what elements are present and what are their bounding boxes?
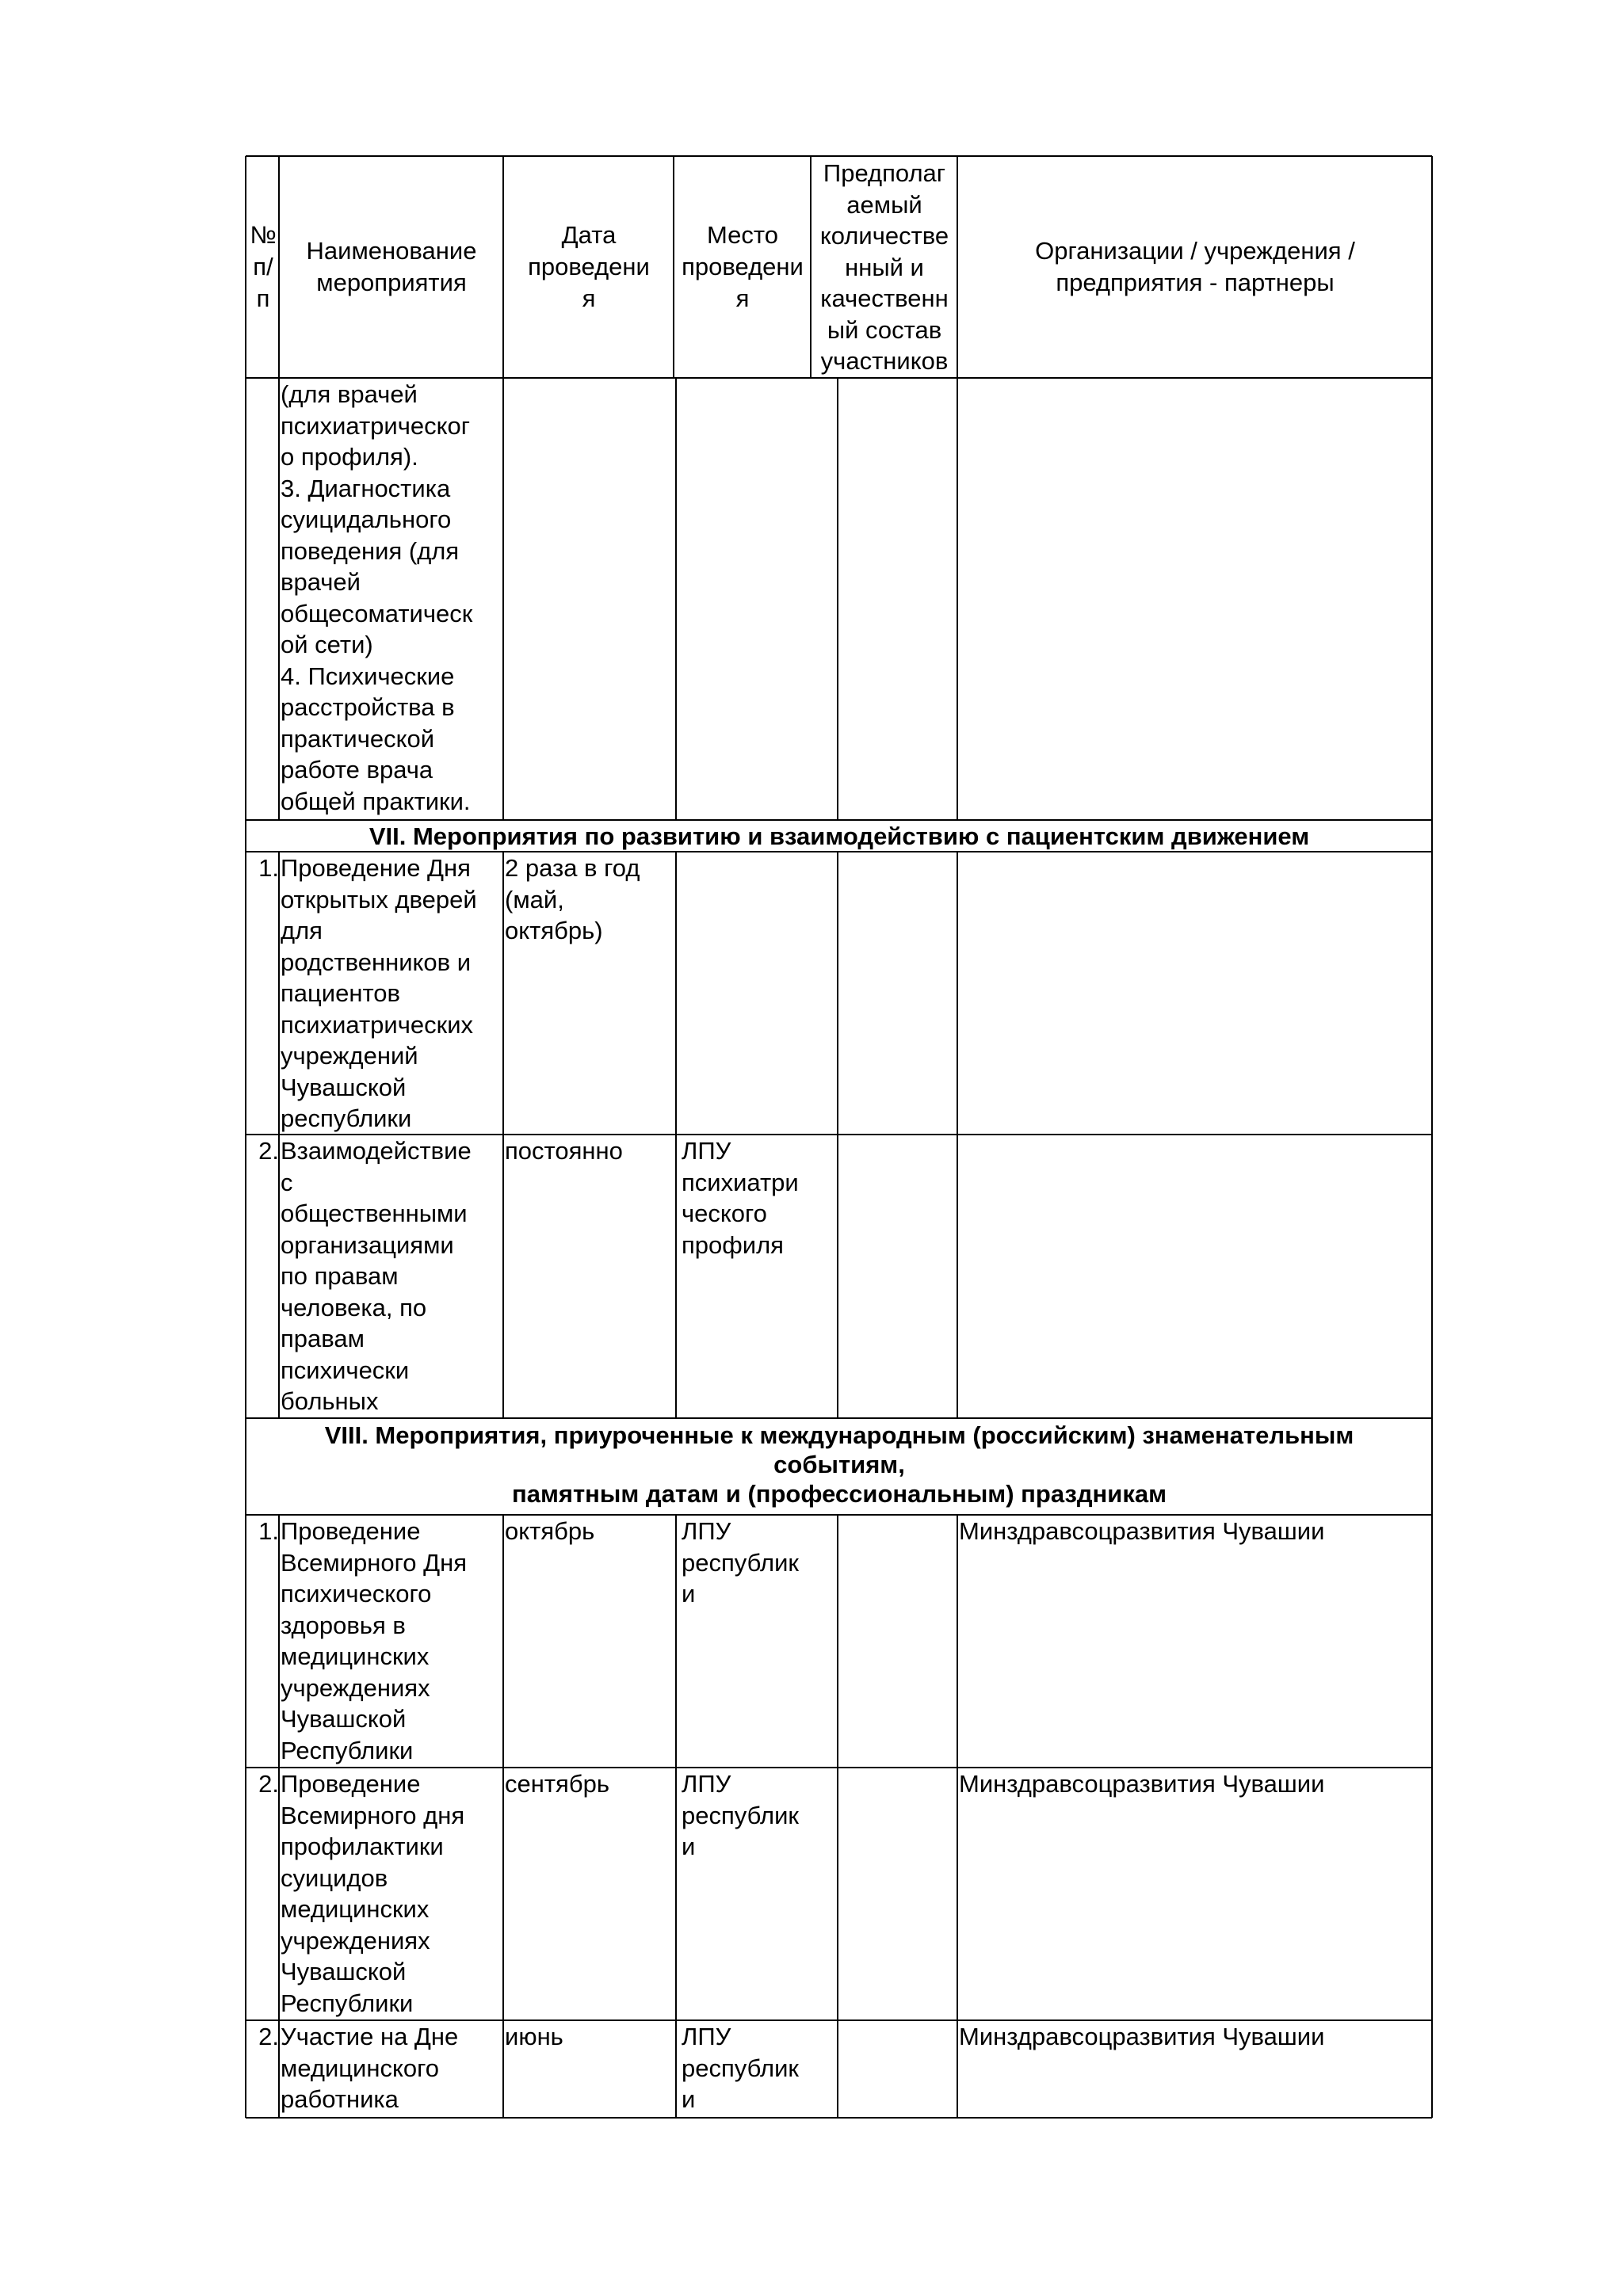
s8-row2-place: ЛПУ республик и <box>682 1770 799 1860</box>
s8-row1-name: Проведение Всемирного Дня психического здоровья в медицинских учреждениях Чувашской Республики <box>281 1517 468 1764</box>
s8-row1-partners: Минздравсоцразвития Чувашии <box>959 1517 1325 1545</box>
continuation-name: (для врачей психиатрическог о профиля). 3. Диагностика суицидального поведения (для врачей общесоматическ ой сети) 4. Психические расстройства в практической работе врача общей практики. <box>281 380 473 815</box>
s8-row2-date: сентябрь <box>505 1770 609 1798</box>
s8-row3-partners: Минздравсоцразвития Чувашии <box>959 2023 1325 2050</box>
section-7-title: VII. Мероприятия по развитию и взаимодействию с пациентским движением <box>369 822 1310 850</box>
header-partners: Организации / учреждения / предприятия - партнеры <box>1035 237 1355 296</box>
s7-row2-date: постоянно <box>505 1137 623 1165</box>
header-place: Место проведени я <box>682 221 804 312</box>
s8-row2-partners: Минздравсоцразвития Чувашии <box>959 1770 1325 1798</box>
s7-row2-num: 2. <box>258 1137 279 1165</box>
section-8-title: VIII. Мероприятия, приуроченные к международным (российским) знаменательным событиям, памятным датам и (профессиональным) праздникам <box>324 1421 1354 1508</box>
s7-row1-date: 2 раза в год (май, октябрь) <box>505 854 640 944</box>
s7-row2-name: Взаимодействие с общественными организациями по правам человека, по правам психически больных <box>281 1137 472 1415</box>
s8-row3-name: Участие на Дне медицинского работника <box>281 2023 459 2113</box>
s8-row3-place: ЛПУ республик и <box>682 2023 799 2113</box>
s7-row2-place: ЛПУ психиатри ческого профиля <box>682 1137 799 1259</box>
s8-row2-name: Проведение Всемирного дня профилактики суицидов медицинских учреждениях Чувашской Республики <box>281 1770 465 2017</box>
s8-row1-place: ЛПУ республик и <box>682 1517 799 1608</box>
header-participants: Предполаг аемый количестве нный и качественн ый состав участников <box>819 159 949 375</box>
s7-row1-num: 1. <box>258 854 279 882</box>
s7-row1-name: Проведение Дня открытых дверей для родственников и пациентов психиатрических учреждений Чувашской республики <box>281 854 477 1132</box>
s8-row1-num: 1. <box>258 1517 279 1545</box>
s8-row1-date: октябрь <box>505 1517 595 1545</box>
header-name: Наименование мероприятия <box>306 237 477 296</box>
s8-row3-num: 2. <box>258 2023 279 2050</box>
s8-row3-date: июнь <box>505 2023 563 2050</box>
s8-row2-num: 2. <box>258 1770 279 1798</box>
header-date: Дата проведени я <box>528 221 650 312</box>
header-num: № п/ п <box>250 221 277 312</box>
